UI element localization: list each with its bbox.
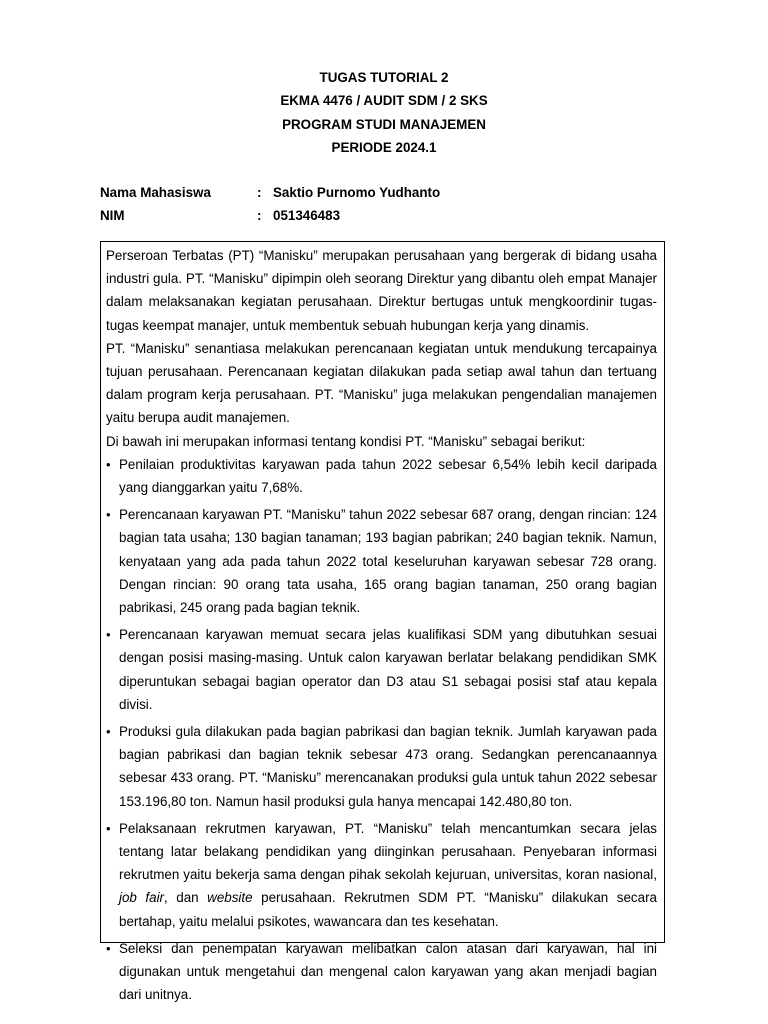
bullet-recruitment-part1: Pelaksanaan rekrutmen karyawan, PT. “Manisku” telah mencantumkan secara jelas tentang latar belakang pendidikan yang diinginkan perusahaan. Penyebaran informasi rekrutmen yaitu bekerja sama dengan pihak sekolah kejuruan, universitas, koran nasional, [119,820,657,883]
student-name-value: Saktio Purnomo Yudhanto [273,185,441,200]
bullet-qualification [106,623,657,716]
bullet-dot-icon: • [106,820,111,836]
bullet-production-text: Produksi gula dilakukan pada bagian pabrikasi dan bagian teknik. Jumlah karyawan pada bagian pabrikasi dan bagian teknik sebesar 473 orang. Sedangkan perencanaannya sebesar 433 orang. PT. “Manisku” merencanakan produksi gula untuk tahun 2022 sebesar 153.196,80 ton. Namun hasil produksi gula hanya mencapai 142.480,80 ton. [119,724,657,809]
header-program: PROGRAM STUDI MANAJEMEN [282,116,486,132]
bullet-production [106,720,657,813]
bullet-productivity-text: Penilaian produktivitas karyawan pada tahun 2022 sebesar 6,54% lebih kecil daripada yang dianggarkan yaitu 7,68%. [119,456,657,496]
bullet-selection-text: Seleksi dan penempatan karyawan melibatkan calon atasan dari karyawan, hal ini digunakan untuk mengetahui dan mengenal calon karyawan yang akan menjadi bagian dari unitnya. [119,940,657,1003]
student-name-colon: : [257,185,262,200]
case-paragraph-intro: Perseroan Terbatas (PT) “Manisku” merupakan perusahaan yang bergerak di bidang usaha industri gula. PT. “Manisku” dipimpin oleh seorang Direktur yang dibantu oleh empat Manajer dalam melaksanakan kegiatan perusahaan. Direktur bertugas untuk mengkoordinir tugas-tugas keempat manajer, untuk membentuk sebuah hubungan kerja yang dinamis. [106,248,657,333]
bullet-dot-icon: • [106,507,111,523]
bullet-dot-icon: • [106,627,111,643]
header-title: TUGAS TUTORIAL 2 [319,70,449,85]
bullet-recruitment-part3: perusahaan. Rekrutmen SDM PT. “Manisku” dilakukan secara bertahap, yaitu melalui psikotes, wawancara dan tes kesehatan. [119,890,657,929]
bullet-recruitment-text [119,821,657,929]
bullet-qualification-text: Perencanaan karyawan memuat secara jelas kualifikasi SDM yang dibutuhkan sesuai dengan posisi masing-masing. Untuk calon karyawan berlatar belakang pendidikan SMK diperuntukan sebagai bagian operator dan D3 atau S1 sebagai posisi staf atau kepala divisi. [119,627,657,712]
case-study-box [100,241,665,1003]
student-name-label: Nama Mahasiswa [100,185,211,200]
bullet-dot-icon: • [106,940,111,956]
student-nim-value: 051346483 [273,208,341,223]
bullet-productivity [106,453,657,499]
bullet-workforce-plan-text: Perencanaan karyawan PT. “Manisku” tahun 2022 sebesar 687 orang, dengan rincian: 124 bagian tata usaha; 130 bagian tanaman; 193 bagian pabrikan; 240 bagian teknik. Namun, kenyataan yang ada pada tahun 2022 total keseluruhan karyawan sebesar 728 orang. Dengan rincian: 90 orang tata usaha, 165 orang bagian tanaman, 250 orang bagian pabrikasi, 245 orang pada bagian teknik. [119,507,657,616]
case-paragraph-planning: PT. “Manisku” senantiasa melakukan perencanaan kegiatan untuk mendukung tercapainya tujuan perusahaan. Perencanaan kegiatan dilakukan pada setiap awal tahun dan tertuang dalam program kerja perusahaan. PT. “Manisku” juga melakukan pengendalian manajemen yaitu berupa audit manajemen. [106,340,657,426]
case-paragraph-lead: Di bawah ini merupakan informasi tentang kondisi PT. “Manisku” sebagai berikut: [106,433,586,449]
student-nim-colon: : [257,208,262,223]
bullet-recruitment-jobfair: job fair [119,890,165,906]
bullet-recruitment [106,817,657,933]
document-header [0,66,768,159]
header-period: PERIODE 2024.1 [331,139,437,155]
case-bullet-list [106,453,657,1007]
bullet-dot-icon: • [106,724,111,740]
bullet-dot-icon: • [106,456,111,472]
header-course: EKMA 4476 / AUDIT SDM / 2 SKS [280,93,488,109]
bullet-recruitment-part2: , dan [164,890,208,906]
bullet-recruitment-website: website [207,890,253,906]
bullet-workforce-plan [106,503,657,619]
student-nim-label: NIM [100,208,125,223]
bullet-selection [106,937,657,1007]
